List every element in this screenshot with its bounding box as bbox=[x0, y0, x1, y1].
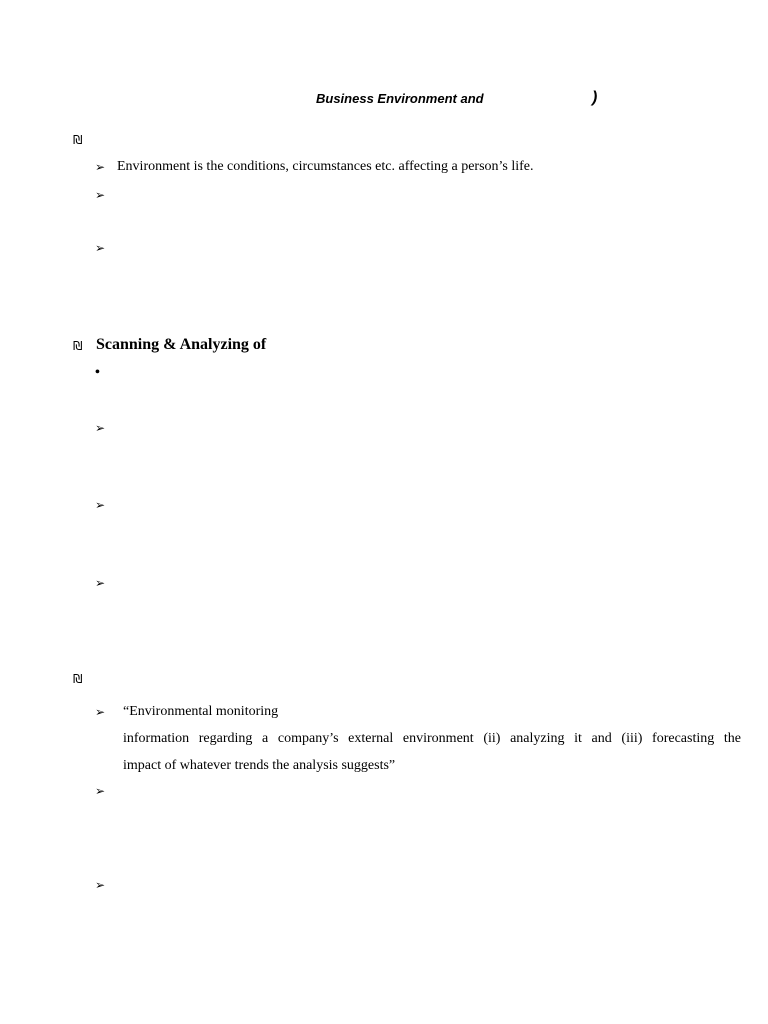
section-1-bullet-1-text: Environment is the conditions, circumstances etc. affecting a person’s life. bbox=[117, 159, 534, 174]
arrow-bullet-icon: ➢ bbox=[95, 784, 106, 798]
section-2-heading: Scanning & Analyzing of bbox=[96, 336, 267, 353]
arrow-bullet-icon: ➢ bbox=[95, 576, 106, 590]
document-title-paren: ) bbox=[592, 89, 598, 106]
arrow-bullet-icon: ➢ bbox=[95, 160, 106, 174]
section-3-marker-icon: ₪ bbox=[73, 672, 83, 686]
dot-bullet-icon: • bbox=[95, 365, 100, 380]
arrow-bullet-icon: ➢ bbox=[95, 188, 106, 202]
section-1-marker-icon: ₪ bbox=[73, 133, 83, 147]
document-title: Business Environment and bbox=[316, 91, 484, 106]
arrow-bullet-icon: ➢ bbox=[95, 878, 106, 892]
section-3-bullet-1-line-2: information regarding a company’s external environment (ii) analyzing it and (iii) forecasting the bbox=[123, 731, 741, 746]
arrow-bullet-icon: ➢ bbox=[95, 241, 106, 255]
section-3-bullet-1-line-1: “Environmental monitoring bbox=[123, 704, 279, 719]
section-3-bullet-1-line-3: impact of whatever trends the analysis suggests” bbox=[123, 758, 396, 773]
arrow-bullet-icon: ➢ bbox=[95, 498, 106, 512]
arrow-bullet-icon: ➢ bbox=[95, 421, 106, 435]
arrow-bullet-icon: ➢ bbox=[95, 705, 106, 719]
section-2-marker-icon: ₪ bbox=[73, 339, 83, 353]
